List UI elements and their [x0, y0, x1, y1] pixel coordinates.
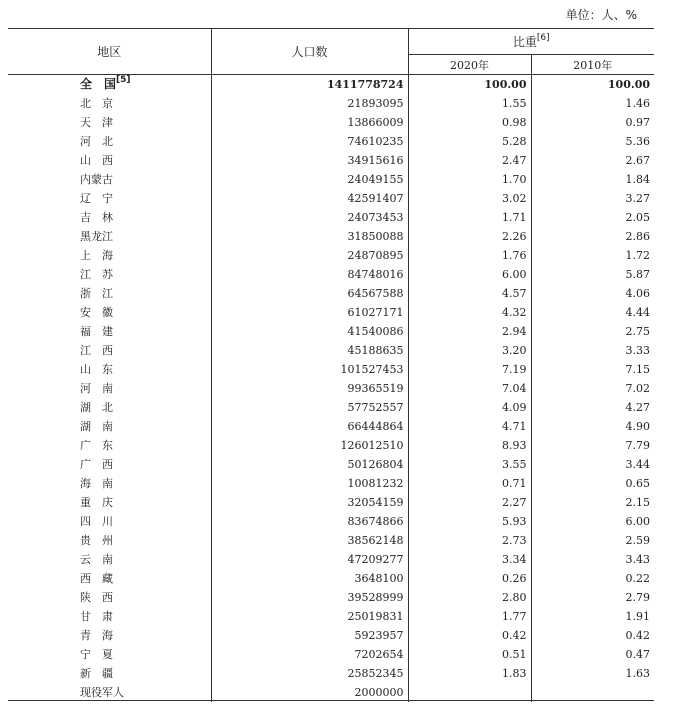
population-cell: 64567588: [211, 284, 408, 303]
region-cell: 广 西: [8, 455, 211, 474]
population-cell: 66444864: [211, 417, 408, 436]
region-cell: 吉 林: [8, 208, 211, 227]
population-cell: 39528999: [211, 588, 408, 607]
region-cell: 辽 宁: [8, 189, 211, 208]
population-cell: 25019831: [211, 607, 408, 626]
share-2020-cell: 0.42: [408, 626, 531, 645]
share-2020-cell: 4.57: [408, 284, 531, 303]
table-header: [8, 29, 654, 75]
share-2010-cell: 2.79: [625, 591, 651, 604]
share-2010-cell: 5.36: [625, 135, 651, 148]
table-row: [8, 569, 654, 588]
population-cell: 84748016: [211, 265, 408, 284]
table-row: [8, 379, 654, 398]
share-2020-cell: 100.00: [408, 75, 531, 95]
table-row: [8, 607, 654, 626]
share-2020-cell: 7.04: [408, 379, 531, 398]
population-cell: 101527453: [211, 360, 408, 379]
table-row: [8, 189, 654, 208]
share-2020-cell: 2.26: [408, 227, 531, 246]
region-cell: 黑龙江: [8, 227, 211, 246]
table-row: [8, 550, 654, 569]
share-2010-cell: 2.75: [625, 325, 651, 338]
share-2020-cell: 3.02: [408, 189, 531, 208]
share-2010-cell: 7.15: [625, 363, 651, 376]
table-row: [8, 341, 654, 360]
population-cell: 57752557: [211, 398, 408, 417]
table-row: [8, 303, 654, 322]
share-2010-cell: 2.67: [625, 154, 651, 167]
region-cell: 山 西: [8, 151, 211, 170]
region-cell: 新 疆: [8, 664, 211, 683]
table-row: [8, 588, 654, 607]
population-cell: 47209277: [211, 550, 408, 569]
region-cell: 内蒙古: [8, 170, 211, 189]
population-cell: 41540086: [211, 322, 408, 341]
population-cell: 126012510: [211, 436, 408, 455]
region-cell: 陕 西: [8, 588, 211, 607]
share-2020-cell: 1.83: [408, 664, 531, 683]
table-row: [8, 132, 654, 151]
share-2020-cell: 7.19: [408, 360, 531, 379]
population-cell: 61027171: [211, 303, 408, 322]
table-row: [8, 474, 654, 493]
share-2020-cell: 5.28: [408, 132, 531, 151]
population-cell: 83674866: [211, 512, 408, 531]
table-row: [8, 455, 654, 474]
region-cell: 重 庆: [8, 493, 211, 512]
population-cell: 3648100: [211, 569, 408, 588]
population-cell: 1411778724: [211, 75, 408, 95]
share-2010-cell: 3.27: [625, 192, 651, 205]
region-cell: 河 南: [8, 379, 211, 398]
population-cell: 13866009: [211, 113, 408, 132]
table-row: [8, 284, 654, 303]
region-cell: 上 海: [8, 246, 211, 265]
region-cell: 北 京: [8, 94, 211, 113]
share-2020-cell: 4.09: [408, 398, 531, 417]
table-bottom-rule: [8, 700, 654, 701]
population-cell: 24073453: [211, 208, 408, 227]
share-2010-cell: 7.02: [625, 382, 651, 395]
region-cell: 甘 肃: [8, 607, 211, 626]
share-2020-cell: 2.47: [408, 151, 531, 170]
share-2020-cell: 6.00: [408, 265, 531, 284]
table-row: [8, 246, 654, 265]
share-2020-cell: 8.93: [408, 436, 531, 455]
population-cell: 38562148: [211, 531, 408, 550]
population-cell: 2000000: [211, 683, 408, 702]
table-row: [8, 417, 654, 436]
share-2010-cell: 2.86: [625, 230, 651, 243]
region-cell: 现役军人: [8, 683, 211, 702]
share-2010-cell: 2.05: [625, 211, 651, 224]
population-cell: 31850088: [211, 227, 408, 246]
region-cell: 江 苏: [8, 265, 211, 284]
table-row: [8, 265, 654, 284]
population-cell: 34915616: [211, 151, 408, 170]
share-2020-cell: 1.71: [408, 208, 531, 227]
share-2010-cell: 4.44: [625, 306, 651, 319]
share-2010-cell: 6.00: [625, 515, 651, 528]
region-cell: 广 东: [8, 436, 211, 455]
table-row: [8, 151, 654, 170]
share-2020-cell: 3.34: [408, 550, 531, 569]
region-cell: 西 藏: [8, 569, 211, 588]
region-cell: 河 北: [8, 132, 211, 151]
population-cell: 74610235: [211, 132, 408, 151]
share-2020-cell: 3.20: [408, 341, 531, 360]
table-row: [8, 360, 654, 379]
share-2020-cell: 3.55: [408, 455, 531, 474]
population-cell: 45188635: [211, 341, 408, 360]
table-row: [8, 531, 654, 550]
share-2020-cell: 4.32: [408, 303, 531, 322]
region-cell: 贵 州: [8, 531, 211, 550]
share-2020-cell: 0.51: [408, 645, 531, 664]
share-2010-cell: 2.15: [625, 496, 651, 509]
table-row: [8, 512, 654, 531]
share-2020-cell: 0.98: [408, 113, 531, 132]
share-2010-cell: 4.06: [625, 287, 651, 300]
table-row: [8, 322, 654, 341]
share-2010-cell: 1.63: [625, 667, 651, 680]
region-cell: 四 川: [8, 512, 211, 531]
share-2010-cell: 7.79: [625, 439, 651, 452]
region-cell: 福 建: [8, 322, 211, 341]
share-2010-cell: 3.44: [625, 458, 651, 471]
share-2020-cell: 1.77: [408, 607, 531, 626]
share-2010-cell: 0.65: [625, 477, 651, 490]
header-region: 地区: [8, 29, 211, 75]
share-2020-cell: 1.70: [408, 170, 531, 189]
share-2010-cell: 4.90: [625, 420, 651, 433]
header-year-2010: 2010年: [531, 55, 654, 75]
share-2020-cell: 4.71: [408, 417, 531, 436]
population-cell: 99365519: [211, 379, 408, 398]
share-2010-cell: 1.46: [625, 97, 651, 110]
table-row: [8, 664, 654, 683]
region-cell: [8, 75, 211, 95]
population-cell: 10081232: [211, 474, 408, 493]
population-cell: 32054159: [211, 493, 408, 512]
share-2010-cell: 1.72: [625, 249, 651, 262]
region-cell: 湖 南: [8, 417, 211, 436]
region-cell: 安 徽: [8, 303, 211, 322]
header-share-label: 比重: [512, 35, 537, 49]
header-population: 人口数: [211, 29, 408, 75]
share-2020-cell: 2.94: [408, 322, 531, 341]
share-2020-cell: 0.26: [408, 569, 531, 588]
share-2020-cell: 5.93: [408, 512, 531, 531]
table-row: [8, 170, 654, 189]
share-2010-cell: 3.43: [625, 553, 651, 566]
region-cell: 江 西: [8, 341, 211, 360]
header-share-note: [6]: [536, 33, 550, 43]
table-body: [8, 75, 654, 703]
table-row: [8, 645, 654, 664]
share-2020-cell: 1.55: [408, 94, 531, 113]
share-2020-cell: 2.80: [408, 588, 531, 607]
table-row: [8, 227, 654, 246]
share-2010-cell: 0.22: [625, 572, 651, 585]
share-2010-cell: 3.33: [625, 344, 651, 357]
region-cell: 海 南: [8, 474, 211, 493]
table-row: [8, 626, 654, 645]
region-cell: 青 海: [8, 626, 211, 645]
share-2020-cell: 2.27: [408, 493, 531, 512]
population-table: [8, 28, 654, 702]
table-row: [8, 113, 654, 132]
region-cell: 浙 江: [8, 284, 211, 303]
table-row: [8, 94, 654, 113]
population-cell: 5923957: [211, 626, 408, 645]
share-2010-cell: 1.91: [625, 610, 651, 623]
population-cell: 50126804: [211, 455, 408, 474]
population-cell: 7202654: [211, 645, 408, 664]
total-note: [5]: [116, 75, 131, 85]
share-2010-cell: 0.42: [625, 629, 651, 642]
table-row: [8, 493, 654, 512]
share-2020-cell: 1.76: [408, 246, 531, 265]
share-2010-cell: 100.00: [607, 78, 651, 91]
share-2010-cell: 5.87: [625, 268, 651, 281]
table-row: [8, 208, 654, 227]
share-2010-cell: 0.47: [625, 648, 651, 661]
share-2020-cell: 2.73: [408, 531, 531, 550]
unit-label: 单位：人、%: [565, 8, 637, 22]
region-cell: 山 东: [8, 360, 211, 379]
share-2010-cell: 1.84: [625, 173, 651, 186]
header-year-2020: 2020年: [408, 55, 531, 75]
share-2010-cell: 0.97: [625, 116, 651, 129]
total-region: 全 国: [80, 77, 117, 91]
population-cell: 25852345: [211, 664, 408, 683]
region-cell: 云 南: [8, 550, 211, 569]
share-2020-cell: 0.71: [408, 474, 531, 493]
share-2010-cell: 2.59: [625, 534, 651, 547]
table-row-total: [8, 75, 654, 95]
header-share: [408, 29, 654, 55]
region-cell: 天 津: [8, 113, 211, 132]
population-cell: 24870895: [211, 246, 408, 265]
table-row: [8, 436, 654, 455]
region-cell: 宁 夏: [8, 645, 211, 664]
share-2010-cell: 4.27: [625, 401, 651, 414]
population-cell: 24049155: [211, 170, 408, 189]
population-cell: 42591407: [211, 189, 408, 208]
table-row: [8, 398, 654, 417]
region-cell: 湖 北: [8, 398, 211, 417]
population-cell: 21893095: [211, 94, 408, 113]
